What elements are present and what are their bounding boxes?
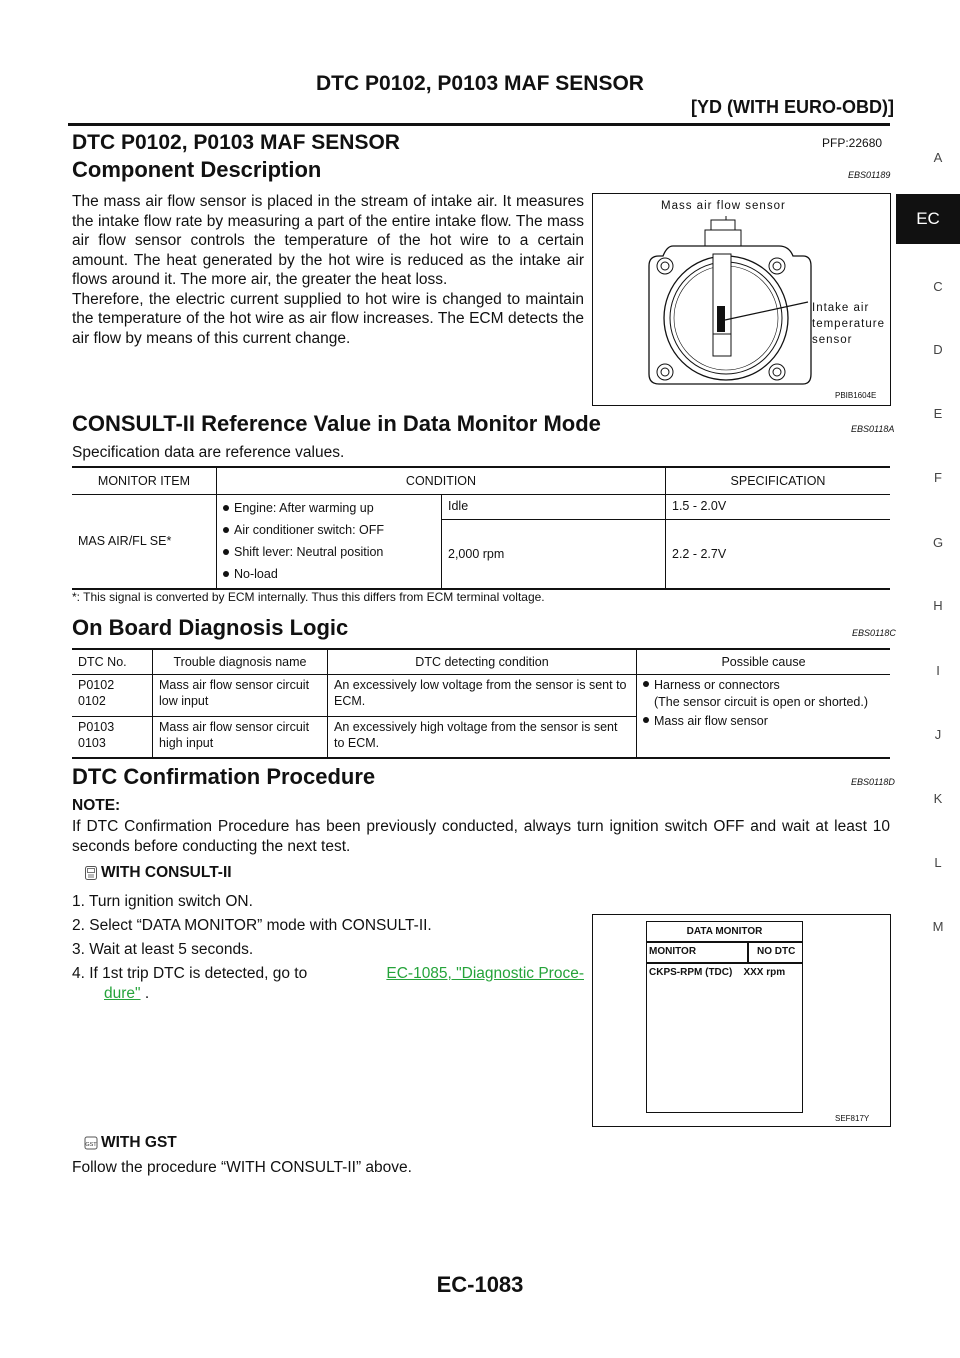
sidebar-item-c[interactable]: C (933, 279, 943, 294)
sidebar-item-j[interactable]: J (934, 727, 942, 742)
obd-name-p0103: Mass air flow sensor circuit high input (153, 716, 328, 758)
data-monitor-screen (646, 921, 803, 1113)
screen-col-monitor: MONITOR (649, 946, 697, 957)
note-text: If DTC Confirmation Procedure has been previously conducted, always turn ignition switch OFF and wait at least 10 seconds before conducting the next test. (72, 818, 890, 855)
with-gst-heading: WITH GST (101, 1134, 177, 1151)
bullet-icon (223, 527, 229, 533)
sidebar-item-m[interactable]: M (932, 919, 944, 934)
step-4-link-cont[interactable]: dure" (104, 985, 141, 1002)
col-header-condition: CONDITION (217, 467, 666, 494)
step-1: 1. Turn ignition switch ON. (72, 893, 253, 910)
section-title: DTC P0102, P0103 MAF SENSOR (72, 131, 400, 154)
bullet-icon (643, 681, 649, 687)
confirm-code: EBS0118D (851, 777, 895, 787)
obd-cond-p0103: An excessively high voltage from the sensor is sent to ECM. (328, 716, 637, 758)
figure-label-iat-3: sensor (812, 334, 853, 346)
gst-tool-icon (84, 1135, 98, 1151)
cond-idle: Idle (442, 494, 666, 519)
bullet-icon (223, 505, 229, 511)
gst-text: Follow the procedure “WITH CONSULT-II” above. (72, 1159, 412, 1176)
consult-tool-icon (84, 865, 98, 881)
page-header-subtitle: [YD (WITH EURO-OBD)] (691, 97, 894, 117)
condition-list (217, 494, 442, 589)
screen-col-divider (747, 941, 749, 962)
screen-title: DATA MONITOR (686, 926, 763, 937)
consult-footnote: *: This signal is converted by ECM internally. Thus this differs from ECM terminal voltage. (72, 590, 545, 604)
maf-sensor-drawing (593, 194, 890, 405)
page-number: EC-1083 (436, 1272, 524, 1297)
figure-code: SEF817Y (835, 1114, 870, 1123)
sidebar-item-e[interactable]: E (933, 406, 943, 421)
figure-code: PBIB1604E (835, 391, 877, 400)
with-consult-heading: WITH CONSULT-II (101, 864, 232, 881)
component-para-2: Therefore, the electric current supplied to hot wire is changed to maintain the temperature of the hot wire as air flow increases. The ECM detects the air flow by means of this current change. (72, 290, 584, 347)
obd-code: EBS0118C (852, 628, 896, 638)
condition-item: Engine: After warming up (223, 497, 435, 519)
screen-row-ckps: CKPS-RPM (TDC) XXX rpm (649, 967, 786, 978)
figure-label-iat-2: temperature (812, 318, 886, 330)
sidebar-item-ec[interactable]: EC (896, 194, 960, 244)
step-4-link[interactable]: EC-1085, "Diagnostic Proce- (386, 965, 584, 982)
sidebar-item-i[interactable]: I (936, 663, 940, 678)
spec-idle: 1.5 - 2.0V (666, 494, 891, 519)
consult-code: EBS0118A (851, 424, 895, 434)
obd-cond-p0102: An excessively low voltage from the sensor is sent to ECM. (328, 674, 637, 716)
step-4-text: 4. If 1st trip DTC is detected, go to (72, 965, 308, 982)
obd-possible-cause (637, 674, 891, 758)
sidebar-item-a[interactable]: A (933, 150, 943, 165)
figure-label-maf: Mass air flow sensor (661, 200, 786, 212)
svg-text:GST: GST (85, 1142, 97, 1148)
step-4 (72, 965, 584, 983)
component-code: EBS01189 (848, 170, 891, 180)
obd-dtc-p0102: P0102 0102 (72, 674, 153, 716)
sidebar-item-k[interactable]: K (933, 791, 943, 806)
cause-item: Harness or connectors (643, 677, 884, 694)
component-description (72, 192, 584, 348)
screen-col-status: NO DTC (757, 946, 796, 957)
col-header-monitor: MONITOR ITEM (72, 467, 217, 494)
step-2: 2. Select “DATA MONITOR” mode with CONSULT-II. (72, 917, 432, 934)
sidebar-item-f[interactable]: F (934, 470, 942, 485)
cause-item-detail: (The sensor circuit is open or shorted.) (654, 694, 868, 709)
header-divider (68, 123, 890, 126)
bullet-icon (643, 717, 649, 723)
consult-reference-table (72, 466, 890, 590)
obd-logic-table (72, 648, 890, 759)
obd-dtc-p0103: P0103 0103 (72, 716, 153, 758)
confirm-heading: DTC Confirmation Procedure (72, 764, 376, 789)
obd-name-p0102: Mass air flow sensor circuit low input (153, 674, 328, 716)
data-monitor-figure (592, 914, 891, 1127)
obd-heading: On Board Diagnosis Logic (72, 615, 349, 640)
sidebar-item-g[interactable]: G (932, 535, 944, 550)
sidebar-item-l[interactable]: L (934, 855, 942, 870)
cause-item: Mass air flow sensor (643, 713, 884, 730)
condition-item: Shift lever: Neutral position (223, 541, 435, 563)
step-4-period: . (144, 985, 150, 1002)
component-para-1: The mass air flow sensor is placed in the stream of intake air. It measures the intake flow rate by measuring a part of the entire intake flow. The mass air flow sensor controls the temperature of the hot wire to a certain amount. The heat generated by the hot wire is reduced as the intake air flows around it. The more air, the greater the heat loss. (72, 193, 584, 288)
col-header-spec: SPECIFICATION (730, 473, 826, 488)
obd-header-name: Trouble diagnosis name (153, 649, 328, 674)
condition-item: Air conditioner switch: OFF (223, 519, 435, 541)
condition-item: No-load (223, 563, 435, 585)
cond-2000: 2,000 rpm (442, 519, 666, 589)
bullet-icon (223, 549, 229, 555)
bullet-icon (223, 571, 229, 577)
obd-header-cause: Possible cause (721, 654, 806, 669)
step-4-cont (104, 985, 149, 1003)
step-3: 3. Wait at least 5 seconds. (72, 941, 254, 958)
note-heading: NOTE: (72, 797, 121, 814)
pfp-code: PFP:22680 (822, 136, 883, 150)
sidebar-item-d[interactable]: D (933, 342, 943, 357)
consult-intro: Specification data are reference values. (72, 444, 345, 461)
monitor-item: MAS AIR/FL SE* (72, 494, 217, 589)
screen-divider (647, 962, 802, 964)
page-header-title: DTC P0102, P0103 MAF SENSOR (316, 72, 644, 95)
obd-header-condition: DTC detecting condition (328, 649, 637, 674)
figure-label-iat-1: Intake air (812, 302, 870, 314)
consult-heading: CONSULT-II Reference Value in Data Monitor Mode (72, 411, 601, 436)
maf-sensor-figure (592, 193, 891, 406)
obd-header-dtc: DTC No. (72, 649, 153, 674)
spec-2000: 2.2 - 2.7V (672, 546, 727, 561)
component-heading: Component Description (72, 157, 322, 182)
sidebar-item-h[interactable]: H (933, 598, 943, 613)
screen-divider (647, 941, 802, 943)
